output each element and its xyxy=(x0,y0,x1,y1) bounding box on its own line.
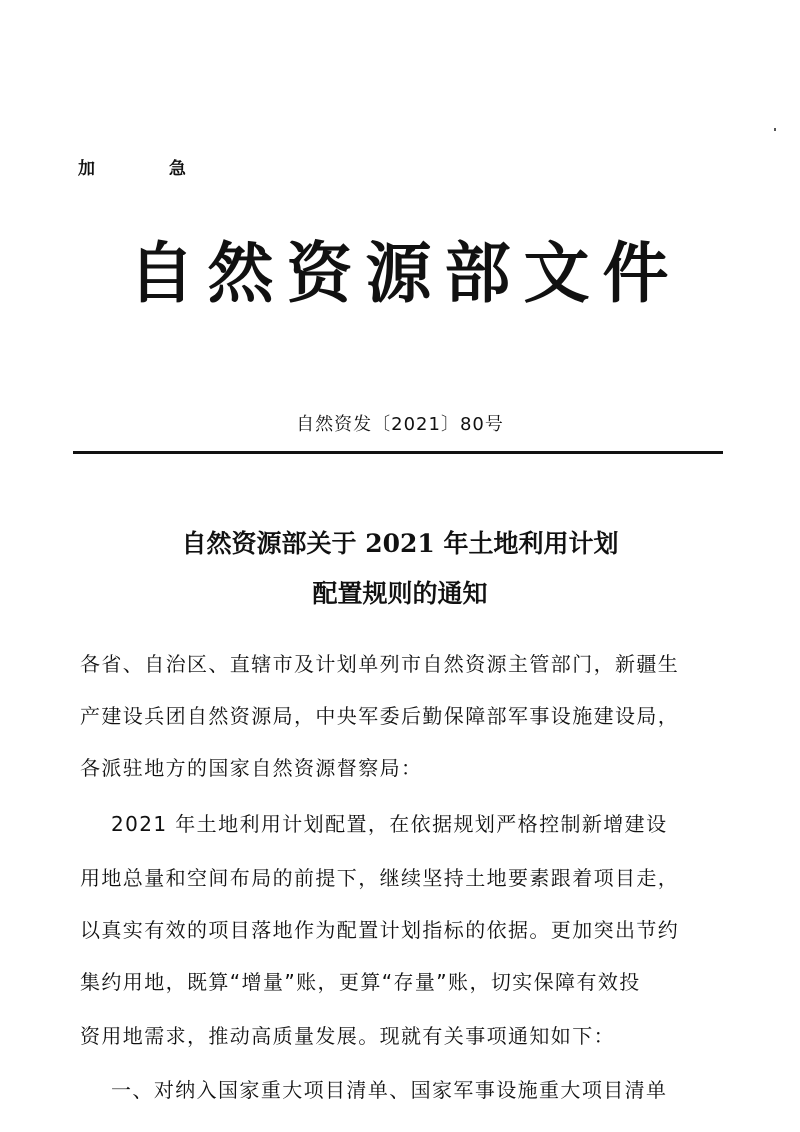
body-paragraph-line-4: 集约用地，既算“增量”账，更算“存量”账，切实保障有效投 xyxy=(80,970,641,994)
addressee-line-3: 各派驻地方的国家自然资源督察局： xyxy=(80,756,423,780)
addressee-line-2: 产建设兵团自然资源局，中央军委后勤保障部军事设施建设局， xyxy=(80,704,680,728)
section-one-line-1: 一、对纳入国家重大项目清单、国家军事设施重大项目清单 xyxy=(80,1078,668,1102)
scan-artifact xyxy=(774,128,776,131)
notice-title-line-2: 配置规则的通知 xyxy=(312,579,488,608)
body-paragraph-line-5: 资用地需求，推动高质量发展。现就有关事项通知如下： xyxy=(80,1024,615,1048)
header-divider-rule xyxy=(73,451,723,454)
document-number: 自然资发〔2021〕80号 xyxy=(296,414,504,435)
addressee-line-1: 各省、自治区、直辖市及计划单列市自然资源主管部门，新疆生 xyxy=(80,652,680,676)
urgency-label: 加 急 xyxy=(78,159,220,179)
body-paragraph-line-3: 以真实有效的项目落地作为配置计划指标的依据。更加突出节约 xyxy=(80,918,680,942)
body-paragraph-line-2: 用地总量和空间布局的前提下，继续坚持土地要素跟着项目走， xyxy=(80,866,680,890)
body-paragraph-line-1: 2021 年土地利用计划配置，在依据规划严格控制新增建设 xyxy=(80,812,668,836)
issuing-authority-header: 自然资源部文件 xyxy=(128,234,682,312)
notice-title-line-1: 自然资源部关于 2021 年土地利用计划 xyxy=(181,529,619,558)
